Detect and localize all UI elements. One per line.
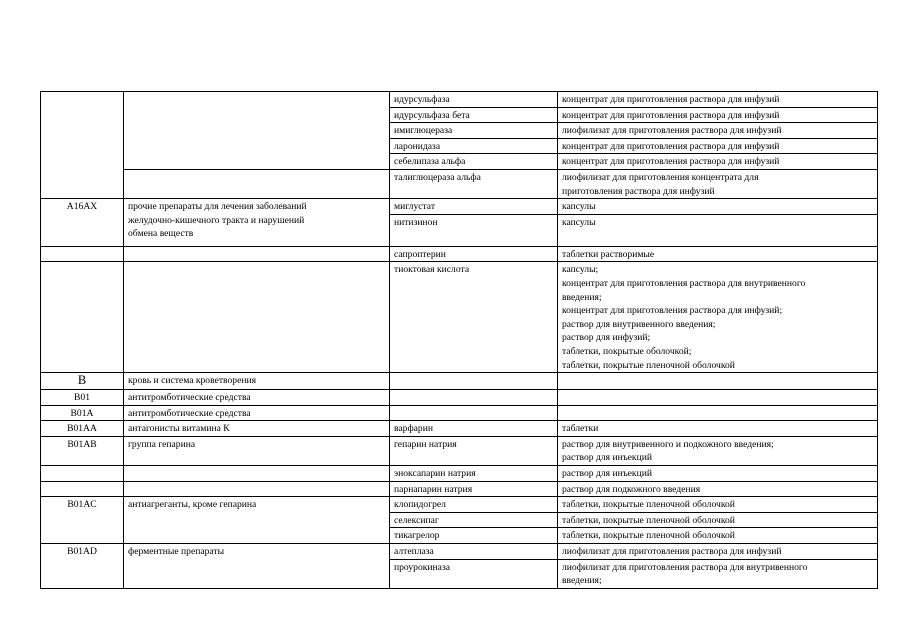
dosage-form-line: лиофилизат для приготовления раствора для инфузий	[562, 125, 782, 137]
dosage-form-cell	[558, 405, 878, 421]
dosage-form-line: раствор для инфузий;	[562, 332, 651, 344]
dosage-form-cell	[558, 92, 878, 108]
table-row	[41, 544, 878, 560]
dosage-form-cell	[558, 436, 878, 465]
drug-name-cell: идурсульфаза бета	[390, 107, 558, 123]
drug-name-cell: эноксапарин натрия	[390, 466, 558, 482]
drug-table	[40, 91, 878, 589]
dosage-form-cell	[558, 138, 878, 154]
dosage-form-cell	[558, 544, 878, 560]
atc-code-cell: B01AB	[41, 436, 124, 465]
table-row	[41, 405, 878, 421]
dosage-form-line: таблетки, покрытые оболочкой;	[562, 345, 692, 357]
dosage-form-cell	[558, 497, 878, 513]
group-line: желудочно-кишечного тракта и нарушений	[128, 214, 305, 226]
table-row	[41, 421, 878, 437]
drug-name-cell	[390, 390, 558, 406]
group-cell: кровь и система кроветворения	[124, 373, 390, 390]
group-cell: антитромботические средства	[124, 390, 390, 406]
dosage-form-line: концентрат для приготовления раствора для инфузий	[562, 94, 780, 105]
dosage-form-line: таблетки, покрытые пленочной оболочкой	[562, 514, 735, 526]
drug-name-cell: сапроптерин	[390, 246, 558, 262]
dosage-form-line: таблетки, покрытые пленочной оболочкой	[562, 359, 735, 371]
dosage-form-cell	[558, 481, 878, 497]
dosage-form-line: раствор для внутривенного введения;	[562, 318, 716, 330]
dosage-form-line: концентрат для приготовления раствора для инфузий;	[562, 305, 783, 317]
atc-code-cell: B01AD	[41, 544, 124, 589]
group-cell	[124, 199, 390, 247]
table-row	[41, 246, 878, 262]
group-cell: антиагреганты, кроме гепарина	[124, 497, 390, 544]
group-cell: ферментные препараты	[124, 544, 390, 589]
dosage-form-line: таблетки, покрытые пленочной оболочкой	[562, 530, 735, 542]
dosage-form-line: концентрат для приготовления раствора для инфузий	[562, 109, 780, 121]
group-cell: антитромботические средства	[124, 405, 390, 421]
group-cell	[124, 481, 390, 497]
table-row	[41, 436, 878, 465]
drug-name-cell: нитизинон	[390, 214, 558, 246]
group-cell: группа гепарина	[124, 436, 390, 465]
dosage-form-line: капсулы	[562, 216, 596, 228]
group-line: обмена веществ	[128, 228, 194, 240]
drug-name-cell	[390, 405, 558, 421]
drug-name-cell: гепарин натрия	[390, 436, 558, 465]
dosage-form-cell	[558, 154, 878, 170]
drug-name-cell: тикагрелор	[390, 528, 558, 544]
dosage-form-line: таблетки растворимые	[562, 248, 655, 260]
dosage-form-cell	[558, 390, 878, 406]
group-cell: антагонисты витамина К	[124, 421, 390, 437]
drug-table-body	[41, 92, 878, 589]
atc-code-cell: A16AX	[41, 199, 124, 247]
drug-name-cell: клопидогрел	[390, 497, 558, 513]
table-row	[41, 199, 878, 215]
drug-name-cell: идурсульфаза	[390, 92, 558, 108]
dosage-form-line: раствор для инъекций	[562, 452, 652, 464]
drug-name-cell: алтеплаза	[390, 544, 558, 560]
dosage-form-cell	[558, 246, 878, 262]
group-cell	[124, 92, 390, 170]
dosage-form-line: раствор для подкожного введения	[562, 483, 701, 495]
dosage-form-line: приготовления раствора для инфузий	[562, 185, 715, 197]
dosage-form-line: лиофилизат для приготовления раствора для инфузий	[562, 546, 782, 558]
drug-name-cell: миглустат	[390, 199, 558, 215]
drug-name-cell: ларонидаза	[390, 138, 558, 154]
drug-name-cell: парнапарин натрия	[390, 481, 558, 497]
atc-code-cell	[41, 466, 124, 482]
table-row	[41, 169, 878, 198]
group-cell	[124, 466, 390, 482]
dosage-form-cell	[558, 466, 878, 482]
table-row	[41, 497, 878, 513]
group-cell	[124, 246, 390, 262]
dosage-form-cell	[558, 373, 878, 390]
table-row	[41, 466, 878, 482]
dosage-form-line: концентрат для приготовления раствора для инфузий	[562, 156, 780, 168]
atc-code-cell: B01AC	[41, 497, 124, 544]
drug-name-cell: селексипаг	[390, 512, 558, 528]
atc-code-cell	[41, 92, 124, 199]
dosage-form-line: таблетки, покрытые пленочной оболочкой	[562, 499, 735, 511]
dosage-form-cell	[558, 169, 878, 198]
dosage-form-cell	[558, 107, 878, 123]
atc-code-cell	[41, 246, 124, 262]
dosage-form-line: раствор для внутривенного и подкожного введения;	[562, 438, 774, 450]
drug-name-cell: себелипаза альфа	[390, 154, 558, 170]
atc-code-cell: B	[41, 373, 124, 390]
drug-name-cell: варфарин	[390, 421, 558, 437]
table-row	[41, 373, 878, 390]
table-row	[41, 390, 878, 406]
dosage-form-cell	[558, 199, 878, 215]
drug-name-cell: имиглюцераза	[390, 123, 558, 139]
group-cell	[124, 262, 390, 373]
dosage-form-cell	[558, 421, 878, 437]
table-row	[41, 262, 878, 373]
group-line: прочие препараты для лечения заболеваний	[128, 201, 307, 213]
atc-code-cell: B01	[41, 390, 124, 406]
dosage-form-cell	[558, 528, 878, 544]
dosage-form-line: раствор для инъекций	[562, 468, 652, 480]
dosage-form-line: таблетки	[562, 423, 599, 435]
atc-code-cell	[41, 262, 124, 373]
dosage-form-line: концентрат для приготовления раствора для инфузий	[562, 140, 780, 152]
dosage-form-line: капсулы;	[562, 264, 599, 276]
dosage-form-cell	[558, 559, 878, 588]
dosage-form-line: капсулы	[562, 201, 596, 213]
atc-code-cell: B01A	[41, 405, 124, 421]
dosage-form-cell	[558, 512, 878, 528]
atc-code-cell	[41, 481, 124, 497]
dosage-form-cell	[558, 214, 878, 246]
drug-name-cell: талиглюцераза альфа	[390, 169, 558, 198]
dosage-form-line: лиофилизат для приготовления раствора для внутривенного	[562, 561, 808, 573]
drug-name-cell: проурокиназа	[390, 559, 558, 588]
dosage-form-line: введения;	[562, 291, 602, 303]
dosage-form-line: введения;	[562, 575, 602, 587]
table-row	[41, 481, 878, 497]
atc-code-cell: B01AA	[41, 421, 124, 437]
dosage-form-cell	[558, 262, 878, 373]
dosage-form-line: лиофилизат для приготовления концентрата для	[562, 171, 759, 183]
table-row	[41, 92, 878, 108]
group-cell	[124, 169, 390, 198]
drug-name-cell: тиоктовая кислота	[390, 262, 558, 373]
dosage-form-cell	[558, 123, 878, 139]
drug-name-cell	[390, 373, 558, 390]
dosage-form-line: концентрат для приготовления раствора для внутривенного	[562, 277, 806, 289]
